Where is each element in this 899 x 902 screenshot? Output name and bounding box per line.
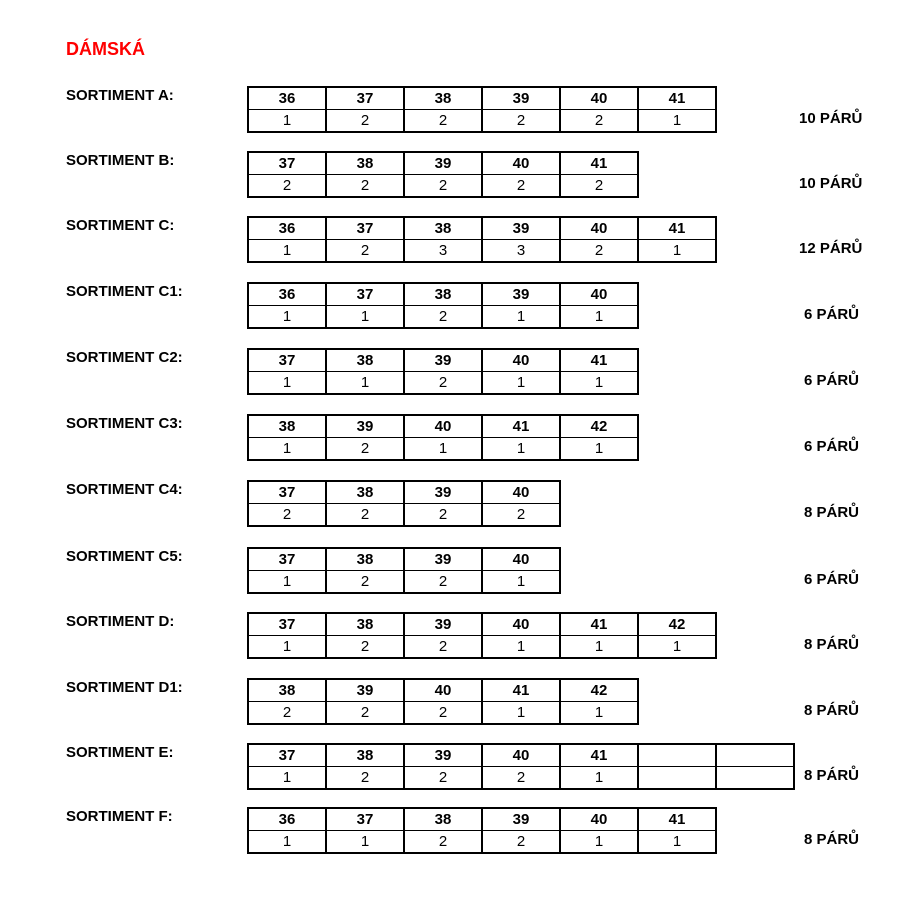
size-row [248,152,638,175]
size-cell: 37 [326,87,404,110]
assortment-row [0,86,899,132]
size-cell: 38 [326,548,404,571]
size-cell: 38 [404,283,482,306]
assortment-row [0,612,899,658]
count-cell: 1 [248,110,326,133]
assortment-label: SORTIMENT C: [66,217,175,234]
count-cell: 2 [326,636,404,659]
size-cell: 38 [404,87,482,110]
size-row [248,808,716,831]
size-table [247,151,639,198]
size-cell: 37 [326,283,404,306]
size-cell: 37 [248,349,326,372]
count-cell: 1 [326,831,404,854]
assortment-label: SORTIMENT B: [66,152,175,169]
count-cell: 1 [248,571,326,594]
size-cell: 39 [404,613,482,636]
size-cell: 38 [404,808,482,831]
count-cell: 1 [248,438,326,461]
count-cell: 1 [248,306,326,329]
size-cell: 37 [248,744,326,767]
size-cell: 38 [326,152,404,175]
count-cell: 2 [326,438,404,461]
count-cell: 2 [404,767,482,790]
size-cell: 39 [326,415,404,438]
size-cell: 37 [248,548,326,571]
size-table [247,547,561,594]
count-cell: 1 [560,831,638,854]
empty-cell [638,767,716,790]
count-cell: 1 [248,240,326,263]
pairs-total: 6 PÁRŮ [804,438,860,455]
count-cell: 3 [482,240,560,263]
size-table [247,678,639,725]
size-cell: 40 [482,613,560,636]
size-cell: 40 [482,481,560,504]
pairs-total: 6 PÁRŮ [804,571,860,588]
count-cell: 1 [638,240,716,263]
size-row [248,613,716,636]
assortment-row [0,743,899,789]
size-table [247,216,717,263]
size-cell: 40 [482,548,560,571]
empty-cell [716,767,794,790]
size-cell: 39 [404,744,482,767]
pairs-total: 6 PÁRŮ [804,372,860,389]
count-row [248,636,716,659]
size-cell: 36 [248,283,326,306]
count-cell: 2 [482,504,560,527]
count-cell: 2 [404,831,482,854]
count-cell: 2 [404,306,482,329]
size-cell: 36 [248,808,326,831]
empty-cell [638,744,716,767]
assortment-label: SORTIMENT D1: [66,679,183,696]
size-cell: 37 [326,217,404,240]
size-cell: 40 [404,679,482,702]
count-cell: 2 [326,767,404,790]
size-table [247,612,717,659]
pairs-total: 6 PÁRŮ [804,306,860,323]
count-cell: 2 [482,831,560,854]
count-cell: 2 [248,504,326,527]
size-cell: 38 [248,415,326,438]
assortment-label: SORTIMENT E: [66,744,174,761]
size-cell: 41 [638,87,716,110]
size-cell: 40 [560,808,638,831]
count-cell: 2 [404,372,482,395]
count-row [248,438,638,461]
count-cell: 1 [248,636,326,659]
size-row [248,679,638,702]
size-cell: 38 [326,349,404,372]
count-cell: 2 [404,110,482,133]
count-cell: 2 [560,110,638,133]
size-table [247,807,717,854]
count-cell: 2 [404,636,482,659]
size-table [247,480,561,527]
size-cell: 37 [248,613,326,636]
size-cell: 40 [560,87,638,110]
size-cell: 37 [326,808,404,831]
count-row [248,767,794,790]
assortment-label: SORTIMENT F: [66,808,173,825]
size-cell: 40 [560,217,638,240]
size-cell: 40 [482,349,560,372]
assortment-row [0,480,899,526]
pairs-total: 8 PÁRŮ [804,702,860,719]
count-cell: 2 [404,702,482,725]
size-row [248,548,560,571]
size-cell: 42 [560,415,638,438]
pairs-total: 10 PÁRŮ [799,175,863,192]
size-table [247,348,639,395]
assortment-label: SORTIMENT D: [66,613,175,630]
size-cell: 39 [482,87,560,110]
count-cell: 1 [248,372,326,395]
size-cell: 38 [248,679,326,702]
count-cell: 2 [482,767,560,790]
size-cell: 41 [560,152,638,175]
count-cell: 1 [248,831,326,854]
count-cell: 1 [560,438,638,461]
pairs-total: 8 PÁRŮ [804,636,860,653]
page-title: DÁMSKÁ [66,39,145,59]
count-cell: 2 [326,571,404,594]
count-cell: 2 [248,175,326,198]
count-cell: 1 [326,306,404,329]
assortment-row [0,414,899,460]
size-cell: 39 [482,808,560,831]
size-row [248,481,560,504]
size-cell: 39 [482,217,560,240]
size-cell: 41 [560,744,638,767]
assortment-row [0,348,899,394]
pairs-total: 10 PÁRŮ [799,110,863,127]
size-row [248,349,638,372]
assortment-row [0,547,899,593]
size-cell: 39 [404,481,482,504]
size-cell: 37 [248,481,326,504]
count-row [248,831,716,854]
count-cell: 1 [482,571,560,594]
size-cell: 39 [482,283,560,306]
size-cell: 38 [326,481,404,504]
size-cell: 42 [560,679,638,702]
empty-cell [716,744,794,767]
count-cell: 2 [482,110,560,133]
pairs-total: 8 PÁRŮ [804,767,860,784]
count-cell: 2 [248,702,326,725]
assortment-row [0,807,899,853]
count-cell: 3 [404,240,482,263]
count-cell: 1 [482,438,560,461]
size-cell: 38 [326,613,404,636]
size-cell: 37 [248,152,326,175]
size-cell: 39 [404,548,482,571]
size-cell: 40 [560,283,638,306]
assortment-label: SORTIMENT C3: [66,415,183,432]
count-cell: 2 [404,571,482,594]
size-cell: 39 [404,349,482,372]
size-cell: 41 [638,808,716,831]
count-row [248,175,638,198]
count-cell: 1 [482,306,560,329]
count-cell: 2 [326,504,404,527]
assortment-row [0,216,899,262]
count-cell: 1 [560,767,638,790]
count-cell: 1 [248,767,326,790]
size-row [248,744,794,767]
size-cell: 38 [404,217,482,240]
count-cell: 2 [560,175,638,198]
count-row [248,702,638,725]
count-row [248,306,638,329]
count-cell: 1 [326,372,404,395]
size-cell: 39 [404,152,482,175]
count-row [248,110,716,133]
assortment-label: SORTIMENT C2: [66,349,183,366]
size-cell: 40 [482,152,560,175]
assortment-row [0,282,899,328]
count-cell: 2 [404,175,482,198]
size-cell: 36 [248,217,326,240]
count-row [248,571,560,594]
size-cell: 41 [638,217,716,240]
count-cell: 1 [560,306,638,329]
size-cell: 41 [482,679,560,702]
count-cell: 2 [326,702,404,725]
count-row [248,504,560,527]
count-cell: 1 [404,438,482,461]
assortment-row [0,678,899,724]
size-cell: 41 [560,613,638,636]
count-cell: 2 [326,240,404,263]
count-cell: 1 [638,110,716,133]
size-row [248,283,638,306]
assortment-label: SORTIMENT C1: [66,283,183,300]
size-cell: 40 [482,744,560,767]
size-cell: 41 [560,349,638,372]
size-cell: 36 [248,87,326,110]
count-row [248,372,638,395]
assortment-label: SORTIMENT A: [66,87,174,104]
size-table [247,282,639,329]
pairs-total: 8 PÁRŮ [804,831,860,848]
size-row [248,87,716,110]
count-cell: 1 [560,636,638,659]
size-table [247,743,795,790]
size-row [248,415,638,438]
size-cell: 42 [638,613,716,636]
assortment-label: SORTIMENT C5: [66,548,183,565]
count-cell: 1 [638,636,716,659]
count-cell: 2 [482,175,560,198]
size-table [247,86,717,133]
count-cell: 2 [404,504,482,527]
size-table [247,414,639,461]
assortment-label: SORTIMENT C4: [66,481,183,498]
assortment-row [0,151,899,197]
count-cell: 1 [638,831,716,854]
size-row [248,217,716,240]
size-cell: 40 [404,415,482,438]
pairs-total: 8 PÁRŮ [804,504,860,521]
count-row [248,240,716,263]
size-cell: 41 [482,415,560,438]
size-cell: 38 [326,744,404,767]
pairs-total: 12 PÁRŮ [799,240,863,257]
count-cell: 2 [326,175,404,198]
count-cell: 2 [326,110,404,133]
count-cell: 1 [560,702,638,725]
count-cell: 1 [560,372,638,395]
count-cell: 1 [482,702,560,725]
count-cell: 1 [482,372,560,395]
size-cell: 39 [326,679,404,702]
count-cell: 2 [560,240,638,263]
count-cell: 1 [482,636,560,659]
